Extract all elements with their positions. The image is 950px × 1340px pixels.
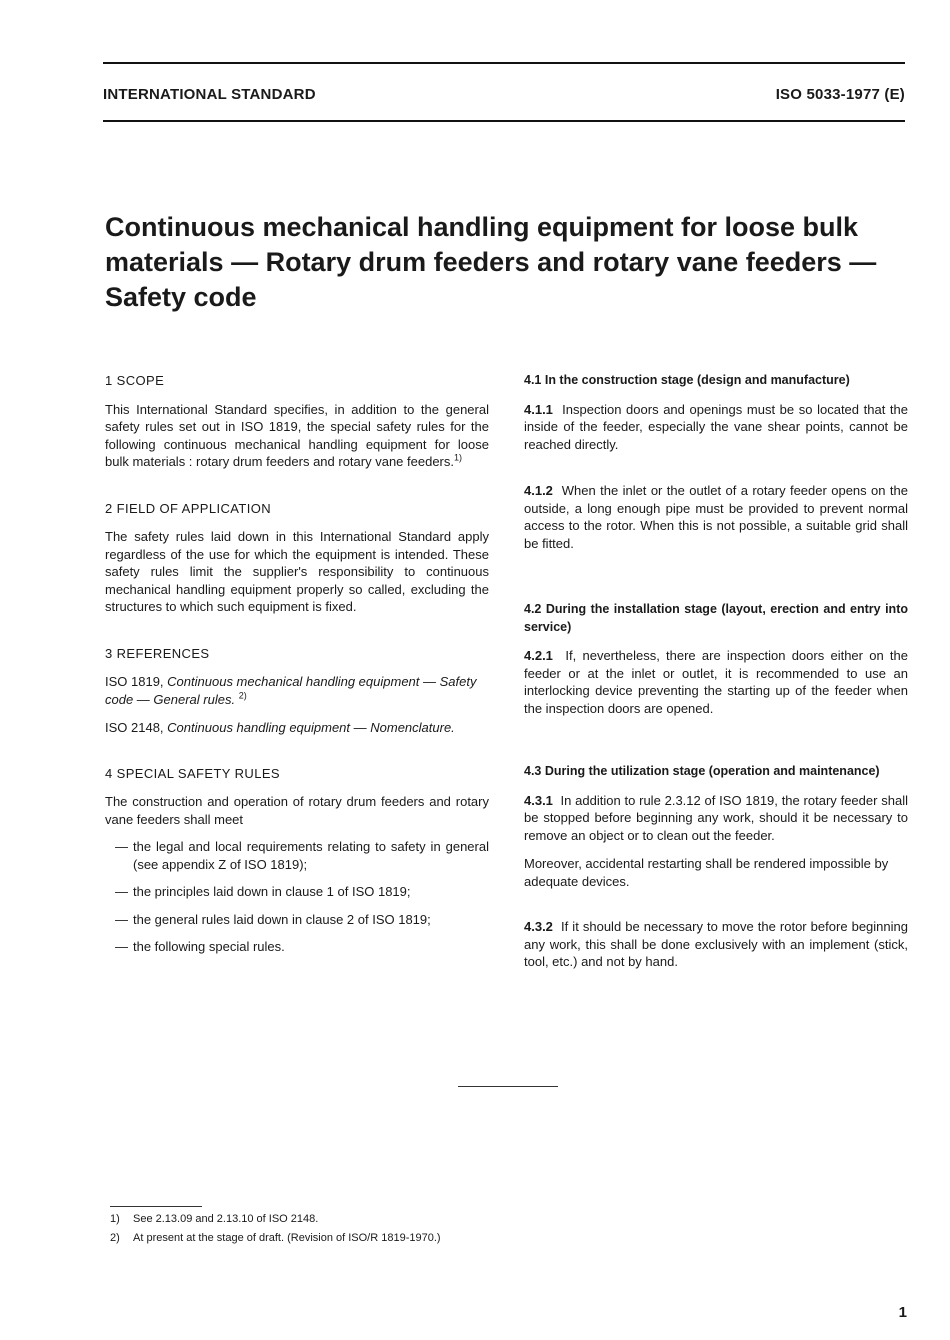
section-4-1-heading: 4.1 In the construction stage (design and manufacture) xyxy=(524,373,850,387)
scope-body: This International Standard specifies, in addition to the general safety rules set out in ISO 1819, the special safety rules for the following continuous mechanical handling equipment for loose bulk materials : rotary drum feeders and rotary vane feeders. xyxy=(105,401,489,469)
special-rules-heading: 4 SPECIAL SAFETY RULES xyxy=(105,765,280,781)
list-item-text: the following special rules. xyxy=(133,939,285,954)
end-of-text-rule xyxy=(458,1086,558,1087)
list-item xyxy=(105,938,489,956)
list-item xyxy=(105,838,489,873)
scope-heading: 1 SCOPE xyxy=(105,373,165,388)
title-line-3: Safety code xyxy=(105,282,257,312)
dash-marker: — xyxy=(115,884,128,899)
dash-marker: — xyxy=(115,839,128,854)
clause-4-3-1 xyxy=(524,792,908,845)
footnote-number: 1) xyxy=(110,1213,120,1225)
footnote-separator xyxy=(110,1206,202,1207)
clause-text: Inspection doors and openings must be so located that the inside of the feeder, especially the vane shear points, cannot be reached directly. xyxy=(524,401,909,452)
references-heading: 3 REFERENCES xyxy=(105,645,210,661)
ref1-code: ISO 1819, xyxy=(105,674,164,689)
clause-text: If, nevertheless, there are inspection doors either on the feeder or at the inlet or outlet, it is recommended to use an interlocking device preventing the starting up of the feeder when the inspection doors are opened. xyxy=(524,648,908,716)
list-item-text: the legal and local requirements relating to safety in general (see appendix Z of ISO 1819); xyxy=(133,839,489,872)
field-text: The safety rules laid down in this International Standard apply regardless of the use for which the equipment is intended. These safety rules limit the supplier's responsibility to continuous mechanical handling equipment properly so called, excluding the structures to which such equipment is fixed. xyxy=(105,529,489,614)
footnote-ref-2: 2) xyxy=(238,690,247,701)
list-item-text: the principles laid down in clause 1 of ISO 1819; xyxy=(133,884,411,899)
clause-4-1-1 xyxy=(524,401,908,454)
clause-text: If it should be necessary to move the rotor before beginning any work, this shall be done exclusively with an implement (stick, tool, etc.) and not by hand. xyxy=(524,919,908,969)
reference-iso-2148 xyxy=(105,719,489,737)
list-item xyxy=(105,883,489,901)
document-type-label: INTERNATIONAL STANDARD xyxy=(103,86,316,103)
footnote xyxy=(110,1231,441,1245)
right-column xyxy=(524,372,908,971)
clause-number: 4.1.2 xyxy=(524,483,553,498)
clause-4-2-1 xyxy=(524,647,908,717)
list-item xyxy=(105,911,489,929)
footnote-text: At present at the stage of draft. (Revision of ISO/R 1819-1970.) xyxy=(133,1232,441,1244)
left-column xyxy=(105,372,489,956)
document-title xyxy=(105,210,905,315)
clause-text: In addition to rule 2.3.12 of ISO 1819, the rotary feeder shall be stopped before beginning any work, should it be necessary to remove an object or to clean out the feeder. xyxy=(524,792,908,843)
footnote-text: See 2.13.09 and 2.13.10 of ISO 2148. xyxy=(133,1213,319,1225)
title-line-2: materials — Rotary drum feeders and rotary vane feeders — xyxy=(105,247,877,277)
ref2-title: Continuous handling equipment — Nomenclature. xyxy=(167,720,455,735)
standard-number: ISO 5033-1977 (E) xyxy=(775,86,905,103)
footnote-number: 2) xyxy=(110,1232,120,1244)
clause-4-1-2 xyxy=(524,482,908,552)
header-bottom-rule xyxy=(103,120,905,122)
clause-number: 4.2.1 xyxy=(524,648,553,663)
ref2-code: ISO 2148, xyxy=(105,720,164,735)
header-top-rule xyxy=(103,62,905,64)
clause-number: 4.3.1 xyxy=(524,792,553,808)
clause-4-3-2 xyxy=(524,918,908,971)
clause-text: When the inlet or the outlet of a rotary feeder opens on the outside, a long enough pipe must be provided to prevent normal access to the rotor. When this is not possible, a suitable grid shall be fitted. xyxy=(524,483,908,551)
reference-iso-1819 xyxy=(105,673,489,708)
clause-number: 4.1.1 xyxy=(524,401,553,417)
clause-number: 4.3.2 xyxy=(524,919,553,934)
footnote-ref-1: 1) xyxy=(454,452,463,463)
list-item-text: the general rules laid down in clause 2 of ISO 1819; xyxy=(133,911,431,927)
dash-marker: — xyxy=(115,911,128,927)
section-4-2-heading: 4.2 During the installation stage (layout, erection and entry into service) xyxy=(524,602,908,634)
dash-marker: — xyxy=(115,939,128,954)
clause-4-3-1-continued: Moreover, accidental restarting shall be rendered impossible by adequate devices. xyxy=(524,856,889,889)
footnote xyxy=(110,1212,318,1226)
special-rules-intro: The construction and operation of rotary drum feeders and rotary vane feeders shall meet xyxy=(105,794,489,827)
scope-text xyxy=(105,401,489,471)
page-number: 1 xyxy=(898,1304,907,1321)
field-heading: 2 FIELD OF APPLICATION xyxy=(105,500,272,516)
title-line-1: Continuous mechanical handling equipment for loose bulk xyxy=(105,212,859,242)
ref1-title: Continuous mechanical handling equipment — Safety code — General rules. xyxy=(105,674,477,707)
section-4-3-heading: 4.3 During the utilization stage (operation and maintenance) xyxy=(524,764,880,778)
